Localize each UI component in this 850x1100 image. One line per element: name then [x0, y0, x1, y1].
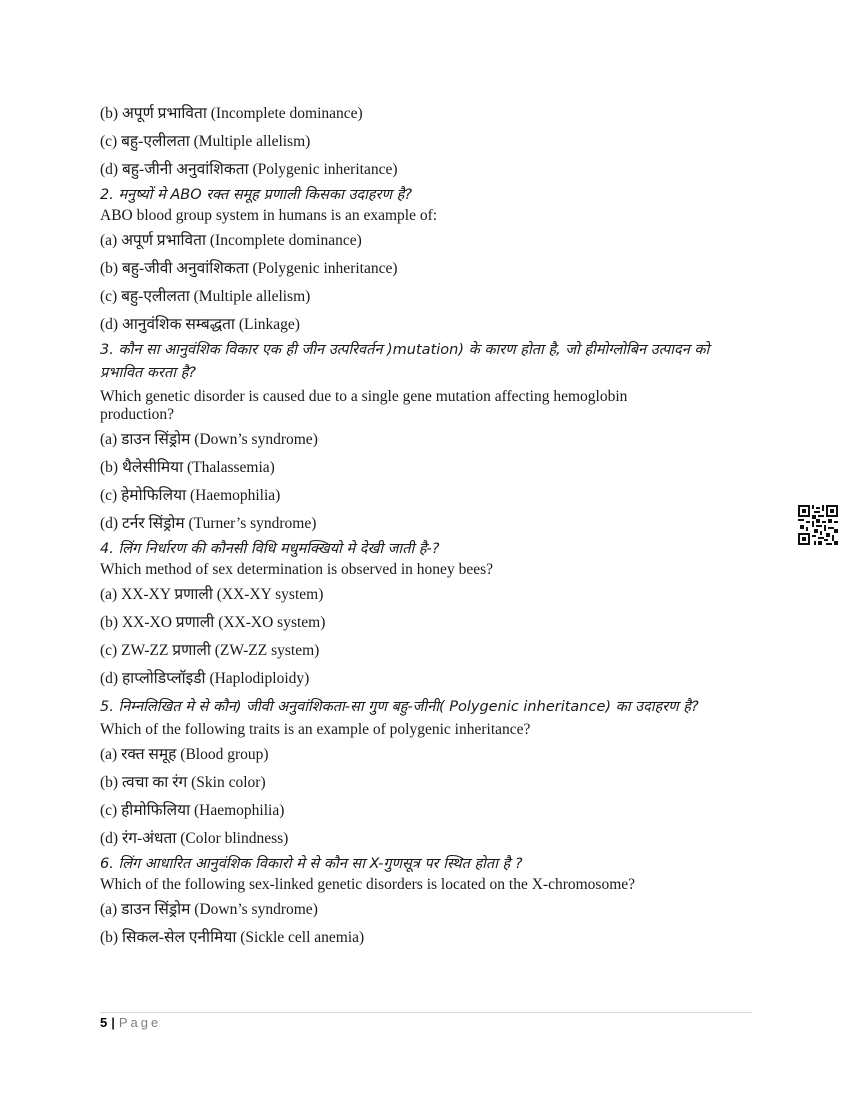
question-block: [100, 339, 750, 538]
page-content: [100, 100, 750, 952]
question-hindi: 6. लिंग आधारित आनुवंशिक विकारो मे से कौन सा X-गुणसूत्र पर स्थित होता है ?: [100, 856, 523, 872]
option: (c) हेमोफिलिया (Haemophilia): [100, 487, 281, 504]
option: (c) बहु-एलीलता (Multiple allelism): [100, 133, 311, 150]
option: (d) टर्नर सिंड्रोम (Turner’s syndrome): [100, 515, 317, 532]
option: (b) अपूर्ण प्रभाविता (Incomplete dominance): [100, 105, 363, 122]
question-hindi: 3. कौन सा आनुवंशिक विकार एक ही जीन उत्परिवर्तन )mutation) के कारण होता है, जो हीमोग्लोबिन उत्पादन को प्रभावित करता है?: [100, 342, 710, 381]
option: (d) बहु-जीनी अनुवांशिकता (Polygenic inheritance): [100, 161, 398, 178]
option: (d) आनुवंशिक सम्बद्धता (Linkage): [100, 316, 300, 333]
question-english: Which method of sex determination is observed in honey bees?: [100, 561, 493, 578]
option: (d) रंग-अंधता (Color blindness): [100, 830, 289, 847]
option: (a) अपूर्ण प्रभाविता (Incomplete dominance): [100, 232, 362, 249]
option: (a) XX-XY प्रणाली (XX-XY system): [100, 586, 324, 603]
option: (b) सिकल-सेल एनीमिया (Sickle cell anemia): [100, 929, 365, 946]
option: (d) हाप्लोडिप्लॉइडी (Haplodiploidy): [100, 670, 310, 687]
question-english: Which of the following sex-linked genetic disorders is located on the X-chromosome?: [100, 876, 636, 893]
question-english: ABO blood group system in humans is an example of:: [100, 207, 438, 224]
option: (c) ZW-ZZ प्रणाली (ZW-ZZ system): [100, 642, 320, 659]
question-hindi: 2. मनुष्यों मे ABO रक्त समूह प्रणाली किसका उदाहरण है?: [100, 187, 413, 203]
option: (b) त्वचा का रंग (Skin color): [100, 774, 266, 791]
option: (c) बहु-एलीलता (Multiple allelism): [100, 288, 311, 305]
option: (a) डाउन सिंड्रोम (Down’s syndrome): [100, 431, 318, 448]
question-block: [100, 853, 750, 952]
page-label: Page: [118, 1015, 162, 1030]
page-footer: [100, 1015, 161, 1030]
page-number: 5: [100, 1015, 108, 1030]
question-block: [100, 693, 750, 853]
qr-code-icon: [798, 505, 838, 545]
option: (a) रक्त समूह (Blood group): [100, 746, 269, 763]
option: (b) XX-XO प्रणाली (XX-XO system): [100, 614, 326, 631]
option: (b) थैलेसीमिया (Thalassemia): [100, 459, 275, 476]
question-hindi: 5. निम्नलिखित मे से कौन) जीवी अनुवांशिकता-सा गुण बहु-जीनी( Polygenic inheritance) का उदाहरण है?: [100, 699, 699, 715]
option: (b) बहु-जीवी अनुवांशिकता (Polygenic inheritance): [100, 260, 398, 277]
footer-divider: [100, 1012, 752, 1013]
question-block: [100, 538, 750, 693]
question-english: Which genetic disorder is caused due to a single gene mutation affecting hemoglobin production?: [100, 388, 628, 423]
page-separator: |: [111, 1015, 115, 1030]
question-hindi: 4. लिंग निर्धारण की कौनसी विधि मधुमक्खियो मे देखी जाती है-?: [100, 541, 440, 557]
question-block: [100, 184, 750, 339]
option: (a) डाउन सिंड्रोम (Down’s syndrome): [100, 901, 318, 918]
option: (c) हीमोफिलिया (Haemophilia): [100, 802, 285, 819]
question-english: Which of the following traits is an example of polygenic inheritance?: [100, 721, 531, 738]
